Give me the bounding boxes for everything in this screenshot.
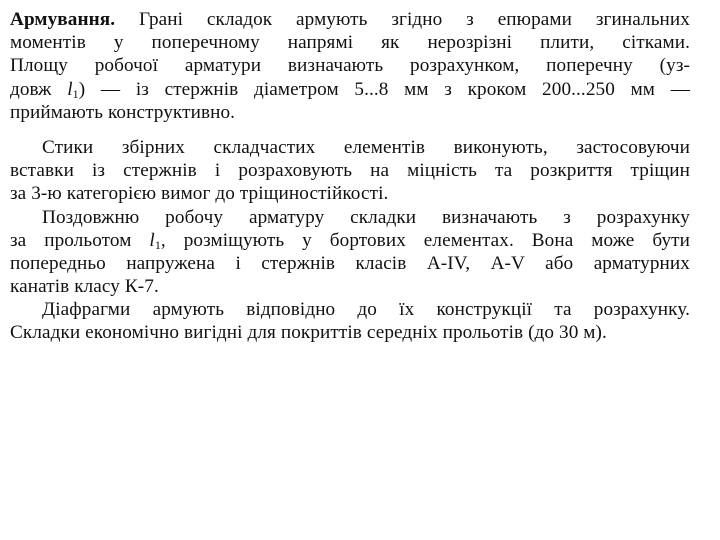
line-text: довж [10,78,68,100]
section-heading: Армування. [10,9,116,30]
variable-l: l [149,229,155,251]
text-line: Поздовжню робочу арматуру складки визначають з розрахунку [42,206,690,228]
text-line: Площу робочої арматури визначають розрахунком, поперечну (уз- [10,55,690,77]
text-line [10,78,690,101]
variable-subscript: 1 [72,86,79,101]
line-text: за прольотом [10,229,150,251]
text-line [10,8,690,31]
paragraph-diafragmy [10,298,690,344]
variable-subscript: 1 [154,237,161,252]
paragraph-armuvannia [10,8,690,124]
variable-l: l [67,78,73,100]
paragraph-pozdovzhniu [10,206,690,299]
paragraph-styky [10,136,690,206]
text-line: Стики збірних складчастих елементів виконують, застосовуючи [42,136,690,158]
text-line: вставки із стержнів і розраховують на міцність та розкриття тріщин [10,160,690,182]
scanned-text-block [10,8,690,345]
text-line: попередньо напружена і стержнів класів А-IV, А-V або арматурних [10,252,690,274]
text-line: Складки економічно вигідні для покриттів середніх прольотів (до 30 м). [10,322,607,344]
line-text: ) — із стержнів діаметром 5...8 мм з кроком 200...250 мм — [78,78,690,100]
line-text: , розміщують у бортових елементах. Вона може бути [160,229,690,251]
text-line [10,229,690,252]
paragraph-gap [10,124,690,136]
text-line: за 3-ю категорією вимог до тріщиностійкості. [10,183,389,205]
text-line: Діафрагми армують відповідно до їх конструкції та розрахунку. [42,299,690,321]
text-line: моментів у поперечному напрямі як нерозрізні плити, сітками. [10,32,690,54]
text-line: канатів класу К-7. [10,276,159,298]
text-line: приймають конструктивно. [10,101,236,123]
line-text: Грані складок армують згідно з епюрами згинальних [115,9,690,30]
